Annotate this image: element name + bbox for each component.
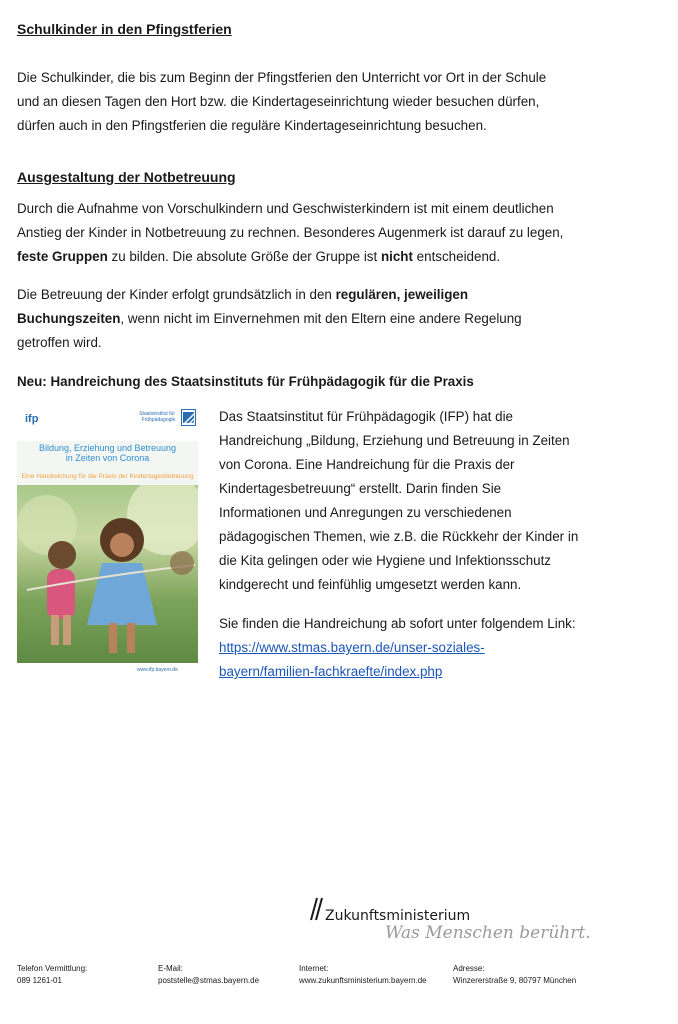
text-segment: Die Betreuung der Kinder erfolgt grundsätzlich in den: [17, 287, 336, 302]
bavaria-coat-of-arms-icon: [181, 409, 196, 426]
cover-url: www.ifp.bayern.de: [137, 667, 178, 673]
text-line: Durch die Aufnahme von Vorschulkindern und Geschwisterkindern ist mit einem deutlichen: [17, 201, 554, 216]
footer-value: Winzererstraße 9, 80797 München: [453, 976, 577, 985]
emphasis-buchungszeiten: Buchungszeiten: [17, 311, 121, 326]
footer-value: 089 1261-01: [17, 976, 62, 985]
text-line: die Kita gelingen oder wie Hygiene und Infektionsschutz: [219, 553, 552, 568]
text-line: Das Staatsinstitut für Frühpädagogik (IFP) hat die: [219, 409, 513, 424]
text-line: [17, 307, 662, 331]
ifp-logo: ifp: [25, 413, 39, 425]
heading-schulkinder: Schulkinder in den Pfingstferien: [17, 21, 232, 37]
double-slash-icon: [305, 896, 325, 922]
footer-value: www.zukunftsministerium.bayern.de: [299, 976, 427, 985]
emphasis-feste-gruppen: feste Gruppen: [17, 249, 108, 264]
cover-institute: Staatsinstitut für Frühpädagogik: [139, 411, 175, 423]
stmas-link[interactable]: https://www.stmas.bayern.de/unser-soziales-: [219, 640, 485, 655]
text-line: [219, 636, 669, 660]
heading-notbetreuung: Ausgestaltung der Notbetreuung: [17, 169, 236, 185]
text-line: dürfen auch in den Pfingstferien die reguläre Kindertageseinrichtung besuchen.: [17, 118, 487, 133]
text-line: [17, 245, 662, 269]
cover-title: [17, 443, 198, 463]
text-line: getroffen wird.: [17, 335, 102, 350]
text-segment: entscheidend.: [412, 249, 501, 264]
footer-phone: [17, 963, 87, 987]
paragraph-notbetreuung-2: [17, 283, 662, 355]
text-line: von Corona. Eine Handreichung für die Praxis der: [219, 457, 515, 472]
text-line: [17, 283, 662, 307]
text-line: Sie finden die Handreichung ab sofort unter folgendem Link:: [219, 616, 576, 631]
text-segment: , wenn nicht im Einvernehmen mit den Eltern eine andere Regelung: [120, 311, 522, 326]
footer-internet: [299, 963, 427, 987]
emphasis-regulaeren: regulären, jeweiligen: [335, 287, 469, 302]
footer-label: Telefon Vermittlung:: [17, 964, 88, 973]
text-line: und an diesen Tagen den Hort bzw. die Kindertageseinrichtung wieder besuchen dürfen,: [17, 94, 540, 109]
text-line: pädagogischen Themen, wie z.B. die Rückkehr der Kinder in: [219, 529, 579, 544]
footer-address: [453, 963, 576, 987]
paragraph-notbetreuung-1: [17, 197, 662, 269]
text-segment: zu bilden. Die absolute Größe der Gruppe ist: [107, 249, 381, 264]
footer-label: Internet:: [299, 964, 329, 973]
text-line: kindgerecht und feinfühlig umgesetzt werden kann.: [219, 577, 522, 592]
brand-slogan: Was Menschen berührt.: [385, 923, 591, 943]
stmas-link-continued[interactable]: bayern/familien-fachkraefte/index.php: [219, 664, 443, 679]
text-line: Kindertagesbetreuung“ erstellt. Darin finden Sie: [219, 481, 502, 496]
paragraph-handreichung: [219, 405, 669, 597]
children-playing-photo: [17, 485, 198, 663]
text-line: Die Schulkinder, die bis zum Beginn der Pfingstferien den Unterricht vor Ort in der Schule: [17, 70, 547, 85]
cover-title-line: in Zeiten von Corona: [65, 453, 150, 463]
handreichung-cover-image: [17, 405, 198, 682]
cover-subtitle: Eine Handreichung für die Praxis der Kindertagesbetreuung: [21, 473, 194, 480]
text-line: Informationen und Anregungen zu verschiedenen: [219, 505, 512, 520]
footer-value: poststelle@stmas.bayern.de: [158, 976, 260, 985]
brand-name: Zukunftsministerium: [325, 908, 471, 924]
footer-label: Adresse:: [453, 964, 485, 973]
footer-email: [158, 963, 259, 987]
paragraph-schulkinder: [17, 66, 657, 138]
cover-title-line: Bildung, Erziehung und Betreuung: [38, 443, 177, 453]
footer-label: E-Mail:: [158, 964, 183, 973]
text-line: Anstieg der Kinder in Notbetreuung zu rechnen. Besonderes Augenmerk ist darauf zu legen,: [17, 225, 564, 240]
emphasis-nicht: nicht: [380, 249, 413, 264]
text-line: [219, 660, 669, 684]
paragraph-link: [219, 612, 669, 684]
heading-handreichung: Neu: Handreichung des Staatsinstituts für Frühpädagogik für die Praxis: [17, 374, 474, 389]
text-line: Handreichung „Bildung, Erziehung und Betreuung in Zeiten: [219, 433, 570, 448]
